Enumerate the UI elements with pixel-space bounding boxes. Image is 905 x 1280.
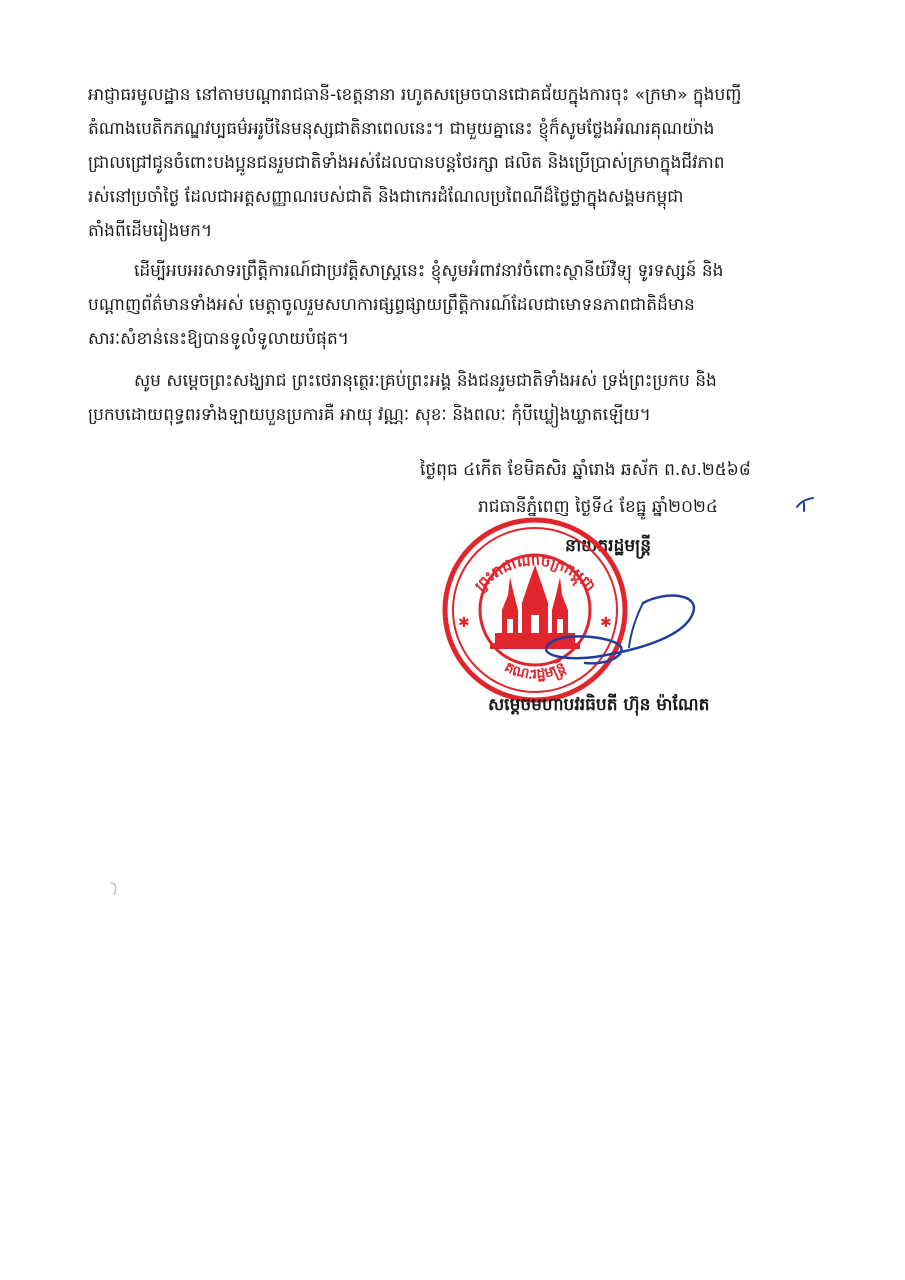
- seal-text-top: ព្រះរាជាណាចក្រកម្ពុជា: [471, 550, 600, 596]
- paragraph-line: ប្រកបដោយពុទ្ធពរទាំងឡាយបួនប្រការគឺ អាយុ វណ្ណៈ សុខៈ និងពលៈ កុំបីឃ្លៀងឃ្លាតឡើយ។: [88, 405, 651, 425]
- svg-text:✱: ✱: [600, 615, 612, 631]
- paragraph-1: [88, 78, 818, 248]
- paragraph-line: រស់នៅប្រចាំថ្ងៃ ដែលជាអត្តសញ្ញាណរបស់ជាតិ និងជាកេរដំណែលប្រពៃណីដ៏ថ្លៃថ្លាក្នុងសង្គមកម្ពុជា: [88, 187, 684, 207]
- lunar-date: ថ្ងៃពុធ ៤កើត ខែមិគសិរ ឆ្នាំរោង ឆស័ក ព.ស.២៥៦៨: [420, 460, 751, 480]
- paragraph-3: [88, 364, 818, 432]
- paragraph-line: តំណាងបេតិកភណ្ឌវប្បធម៌អរូបីនៃមនុស្សជាតិនាពេលនេះ។ ជាមួយគ្នានេះ ខ្ញុំក៏សូមថ្លែងអំណរគុណយ៉ាង: [88, 119, 715, 139]
- paragraph-line: សូម សម្តេចព្រះសង្ឃរាជ ព្រះថេរានុត្ថេរៈគ្រប់ព្រះអង្គ និងជនរួមជាតិទាំងអស់ ទ្រង់ព្រះប្រកប និង: [134, 371, 717, 391]
- paragraph-2: [88, 254, 818, 356]
- paragraph-line: ដើម្បីអបអរសាទរព្រឹត្តិការណ៍ជាប្រវត្តិសាស្ត្រនេះ ខ្ញុំសូមអំពាវនាវចំពោះស្ថានីយ៍វិទ្យុ ទូរទស្សន៍ និង: [134, 261, 724, 281]
- svg-text:✱: ✱: [458, 615, 470, 631]
- signature-icon: [525, 585, 725, 675]
- signatory-name: សម្តេចមហាបវរធិបតី ហ៊ុន ម៉ាណែត: [488, 695, 710, 715]
- stray-mark-icon: [108, 880, 120, 898]
- paragraph-line: ជ្រាលជ្រៅជូនចំពោះបងប្អូនជនរួមជាតិទាំងអស់ដែលបានបន្តថែរក្សា ផលិត និងប្រើប្រាស់ក្រមាក្នុងជីវភាព: [88, 153, 725, 173]
- seal-text-bottom: គណៈរដ្ឋមន្ត្រី: [501, 659, 569, 684]
- signatory-office: នាយករដ្ឋមន្ត្រី: [565, 536, 651, 556]
- paragraph-line: តាំងពីដើមរៀងមក។: [88, 221, 213, 241]
- handwritten-mark-icon: [795, 495, 815, 513]
- paragraph-line: អាជ្ញាធរមូលដ្ឋាន នៅតាមបណ្តារាជធានី-ខេត្តនានា រហូតសម្រេចបានជោគជ័យក្នុងការចុះ «ក្រមា» ក្នុងបញ្ជី: [88, 85, 742, 105]
- solar-date: រាជធានីភ្នំពេញ ថ្ងៃទី៤ ខែធ្នូ ឆ្នាំ២០២៤: [478, 497, 718, 517]
- paragraph-line: សារៈសំខាន់នេះឱ្យបានទូលំទូលាយបំផុត។: [88, 329, 349, 349]
- paragraph-line: បណ្តាញព័ត៌មានទាំងអស់ មេត្តាចូលរួមសហការផ្សព្វផ្សាយព្រឹត្តិការណ៍ដែលជាមោទនភាពជាតិដ៏មាន: [88, 295, 695, 315]
